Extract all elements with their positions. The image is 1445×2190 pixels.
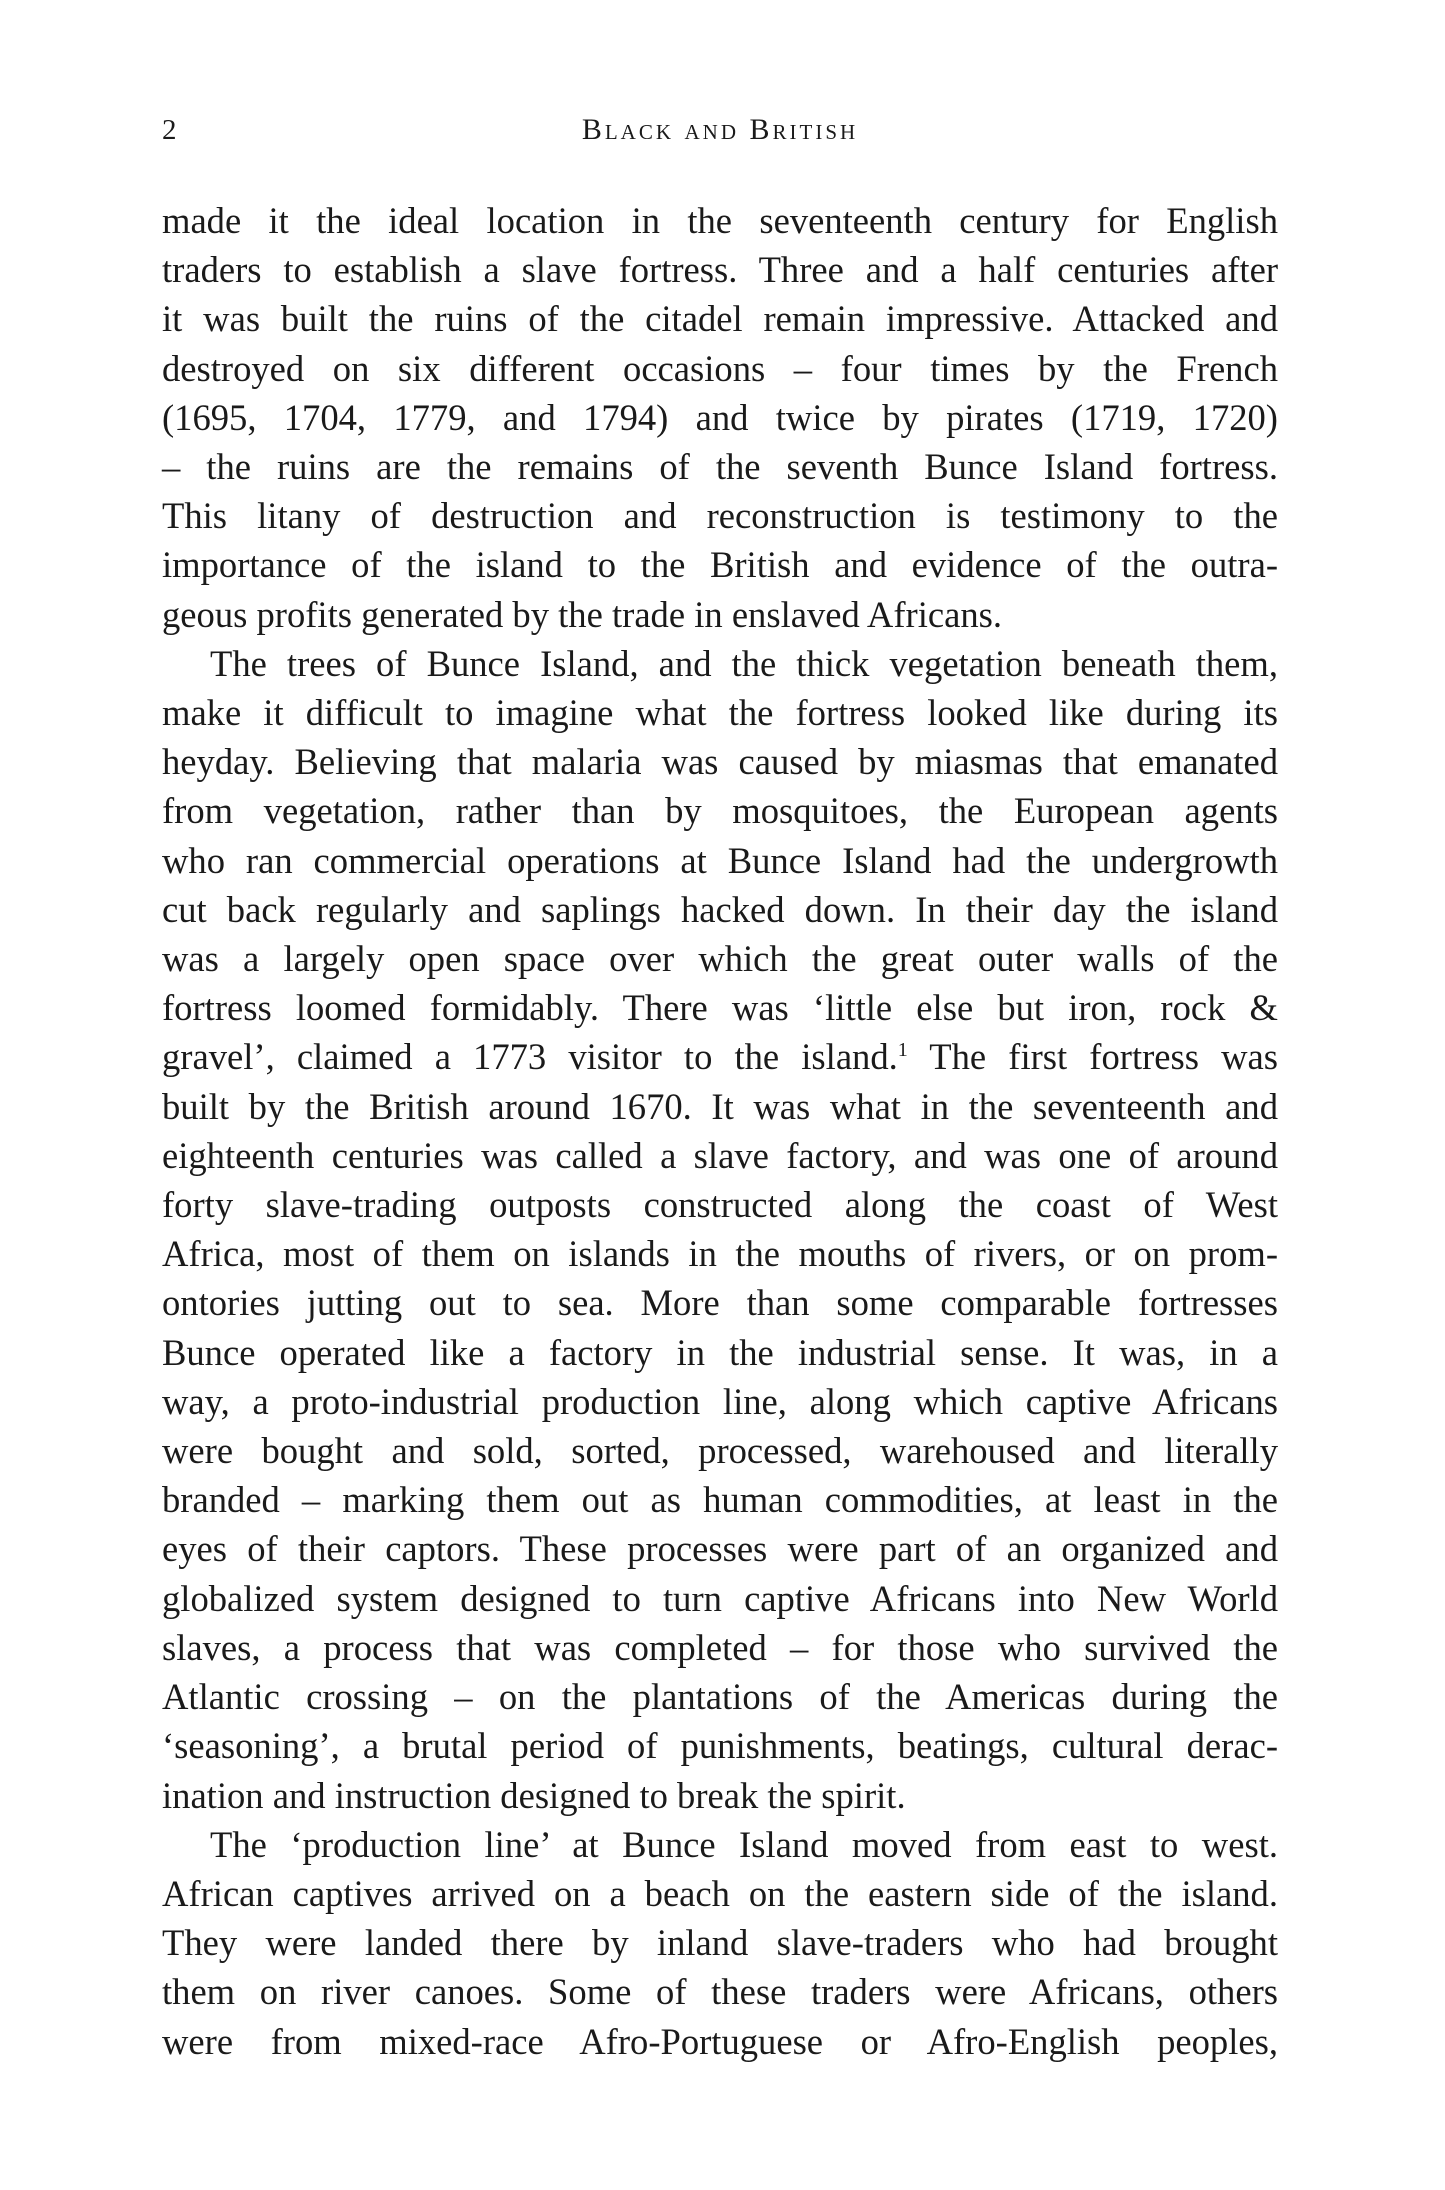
text-line: forty slave-trading outposts constructed along the coast of West (162, 1184, 1278, 1226)
text-line-with-footnote (162, 1032, 1278, 1081)
text-line: was a largely open space over which the great outer walls of the (162, 938, 1278, 980)
book-title: Black and British (581, 113, 859, 146)
text-line: Africa, most of them on islands in the mouths of rivers, or on prom- (162, 1233, 1278, 1275)
text-line: The trees of Bunce Island, and the thick vegetation beneath them, (210, 642, 1278, 684)
text-line: from vegetation, rather than by mosquitoes, the European agents (162, 790, 1278, 832)
paragraph-1 (162, 196, 1278, 639)
text-line: fortress loomed formidably. There was ‘little else but iron, rock & (162, 987, 1278, 1029)
text-line: They were landed there by inland slave-traders who had brought (162, 1922, 1278, 1964)
page-number: 2 (162, 114, 177, 146)
text-line: eighteenth centuries was called a slave factory, and was one of around (162, 1134, 1278, 1176)
text-line: (1695, 1704, 1779, and 1794) and twice by pirates (1719, 1720) (162, 396, 1278, 438)
text-line: were from mixed-race Afro-Portuguese or Afro-English peoples, (162, 2020, 1278, 2062)
text-line: branded – marking them out as human commodities, at least in the (162, 1479, 1278, 1521)
paragraph-3 (162, 1820, 1278, 2066)
text-line: eyes of their captors. These processes were part of an organized and (162, 1528, 1278, 1570)
text-line: ‘seasoning’, a brutal period of punishments, beatings, cultural derac- (162, 1725, 1278, 1767)
text-line: This litany of destruction and reconstruction is testimony to the (162, 495, 1278, 537)
body-text (162, 196, 1278, 2066)
text-line: were bought and sold, sorted, processed, warehoused and literally (162, 1430, 1278, 1472)
text-line: cut back regularly and saplings hacked down. In their day the island (162, 888, 1278, 930)
running-head (162, 108, 1278, 152)
text-line: ontories jutting out to sea. More than some comparable fortresses (162, 1282, 1278, 1324)
text-line: made it the ideal location in the seventeenth century for English (162, 200, 1278, 241)
text-line: them on river canoes. Some of these traders were Africans, others (162, 1971, 1278, 2013)
text-line: traders to establish a slave fortress. Three and a half centuries after (162, 249, 1278, 291)
text-fragment: gravel’, claimed a 1773 visitor to the island. (162, 1036, 898, 1078)
text-line: Atlantic crossing – on the plantations of the Americas during the (162, 1676, 1278, 1718)
text-line: Bunce operated like a factory in the industrial sense. It was, in a (162, 1331, 1278, 1373)
text-line: The ‘production line’ at Bunce Island moved from east to west. (210, 1823, 1278, 1865)
text-line: make it difficult to imagine what the fortress looked like during its (162, 692, 1278, 734)
footnote-marker[interactable]: 1 (897, 1039, 908, 1062)
text-line: African captives arrived on a beach on the eastern side of the island. (162, 1872, 1278, 1914)
text-line: it was built the ruins of the citadel remain impressive. Attacked and (162, 298, 1278, 340)
text-line: globalized system designed to turn captive Africans into New World (162, 1577, 1278, 1619)
text-line: destroyed on six different occasions – four times by the French (162, 347, 1278, 389)
text-line: ination and instruction designed to break the spirit. (162, 1774, 906, 1816)
text-line: way, a proto-industrial production line, along which captive Africans (162, 1380, 1278, 1422)
text-line: who ran commercial operations at Bunce Island had the undergrowth (162, 839, 1278, 881)
text-line: importance of the island to the British and evidence of the outra- (162, 544, 1278, 586)
text-line: heyday. Believing that malaria was caused by miasmas that emanated (162, 741, 1278, 783)
text-line: slaves, a process that was completed – for those who survived the (162, 1626, 1278, 1668)
text-fragment: The first fortress was (907, 1036, 1278, 1078)
text-line: built by the British around 1670. It was what in the seventeenth and (162, 1085, 1278, 1127)
paragraph-2 (162, 639, 1278, 1820)
text-line: geous profits generated by the trade in enslaved Africans. (162, 593, 1002, 635)
text-line: – the ruins are the remains of the seventh Bunce Island fortress. (162, 446, 1278, 488)
